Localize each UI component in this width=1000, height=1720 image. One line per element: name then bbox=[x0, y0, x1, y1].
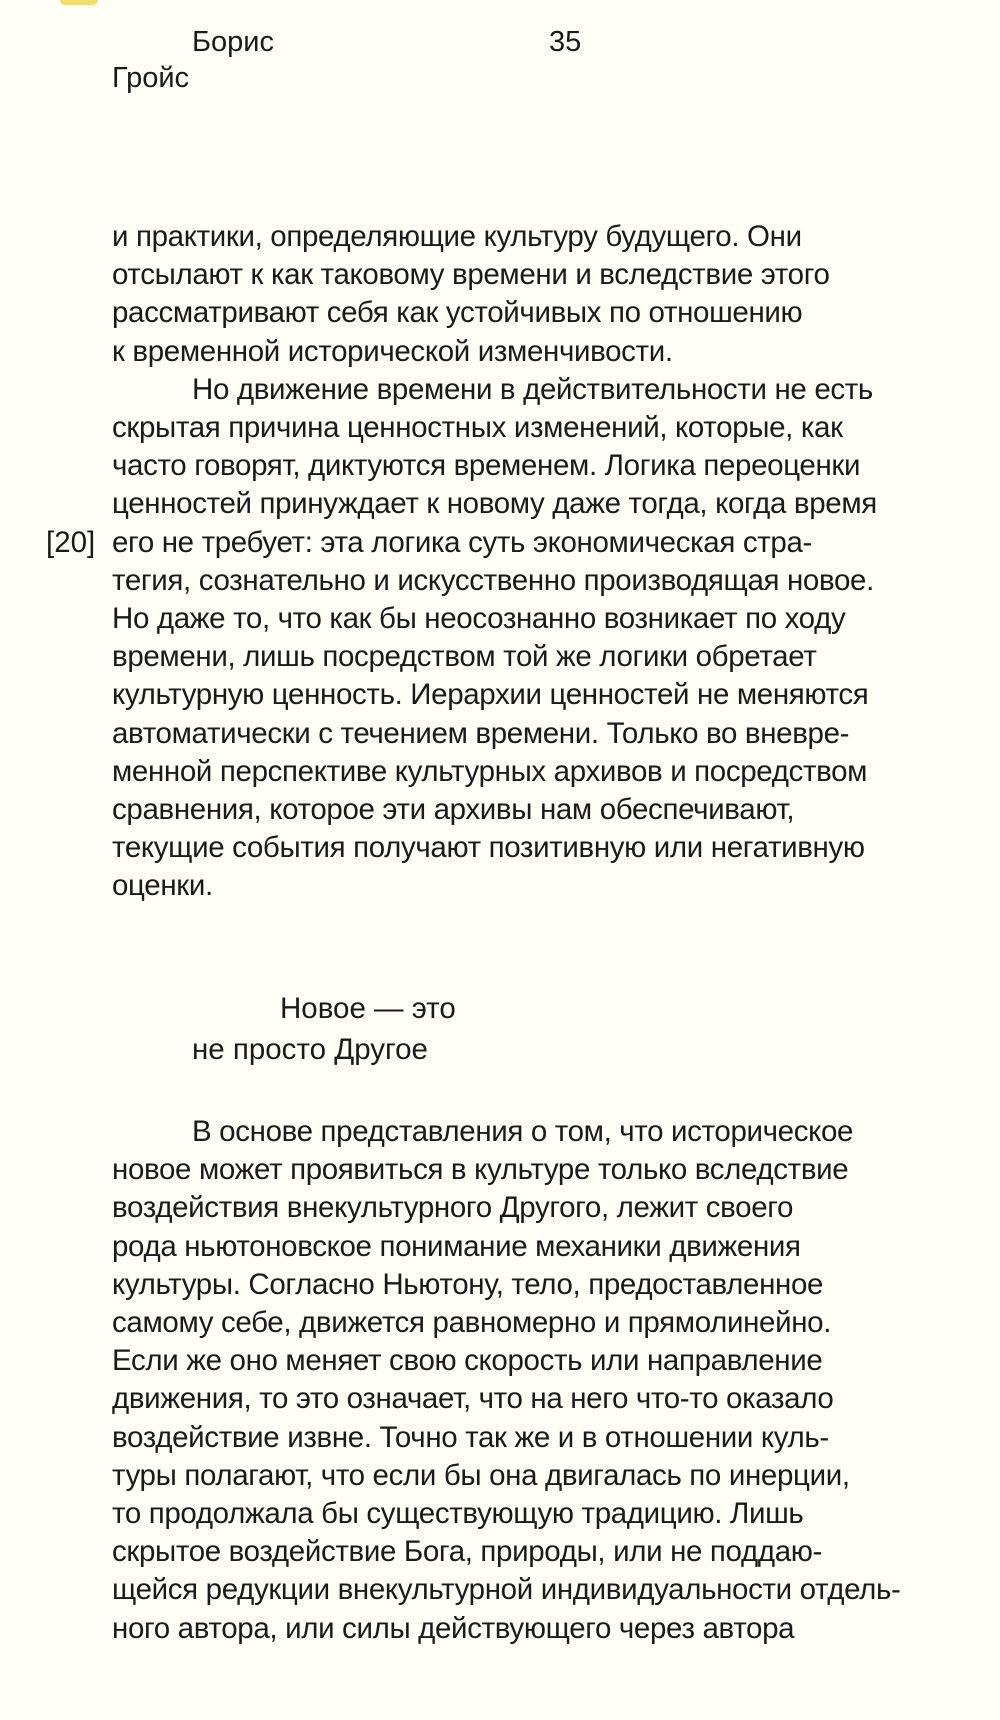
page-corner-tab bbox=[60, 0, 98, 5]
text-line: новое может проявиться в культуре только вследствие bbox=[112, 1153, 849, 1187]
text-line: рода ньютоновское понимание механики движения bbox=[112, 1229, 801, 1263]
text-line: туры полагают, что если бы она двигалась по инерции, bbox=[112, 1458, 850, 1492]
margin-page-reference: [20] bbox=[46, 526, 96, 559]
text-line: сравнения, которое эти архивы нам обеспечивают, bbox=[112, 793, 795, 827]
text-line: отсылают к как таковому времени и вследствие этого bbox=[112, 258, 830, 292]
text-line: Но даже то, что как бы неосознанно возникает по ходу bbox=[112, 602, 846, 636]
author-last-name: Гройс bbox=[112, 62, 190, 94]
text-line: и практики, определяющие культуру будущего. Они bbox=[112, 220, 802, 253]
text-line: скрытое воздействие Бога, природы, или не поддаю- bbox=[112, 1535, 822, 1569]
text-line: тегия, сознательно и искусственно производящая новое. bbox=[112, 563, 874, 597]
text-line: движения, то это означает, что на него что-то оказало bbox=[112, 1382, 834, 1416]
section-heading-line-2: не просто Другое bbox=[192, 1033, 428, 1066]
text-line: оценки. bbox=[112, 869, 213, 903]
body-text-block-1 bbox=[112, 218, 940, 906]
section-heading bbox=[192, 988, 592, 1070]
text-line: к временной исторической изменчивости. bbox=[112, 334, 673, 368]
text-line: щейся редукции внекультурной индивидуальности отдель- bbox=[112, 1573, 901, 1607]
text-line: воздействия внекультурного Другого, лежит своего bbox=[112, 1191, 794, 1225]
text-line: культуры. Согласно Ньютону, тело, предоставленное bbox=[112, 1267, 824, 1301]
text-line: текущие события получают позитивную или негативную bbox=[112, 831, 865, 865]
running-head-author bbox=[112, 24, 312, 96]
text-line: его не требует: эта логика суть экономическая стра- bbox=[112, 525, 812, 559]
text-line: времени, лишь посредством той же логики обретает bbox=[112, 640, 817, 674]
text-line: Если же оно меняет свою скорость или направление bbox=[112, 1344, 823, 1378]
text-line: часто говорят, диктуются временем. Логика переоценки bbox=[112, 449, 861, 483]
text-line: ного автора, или силы действующего через автора bbox=[112, 1611, 795, 1645]
section-heading-line-1: Новое — это bbox=[280, 992, 456, 1025]
page-number: 35 bbox=[549, 26, 582, 58]
text-line: ценностей принуждает к новому даже тогда, когда время bbox=[112, 487, 877, 521]
text-line: рассматривают себя как устойчивых по отношению bbox=[112, 296, 803, 330]
text-line: скрытая причина ценностных изменений, которые, как bbox=[112, 411, 843, 445]
text-line: менной перспективе культурных архивов и посредством bbox=[112, 754, 868, 788]
text-line: самому себе, движется равномерно и прямолинейно. bbox=[112, 1306, 832, 1340]
author-first-name: Борис bbox=[192, 26, 274, 58]
text-line: воздействие извне. Точно так же и в отношении куль- bbox=[112, 1420, 829, 1454]
body-text-block-2 bbox=[112, 1113, 940, 1648]
text-line: то продолжала бы существующую традицию. Лишь bbox=[112, 1497, 804, 1531]
text-line: В основе представления о том, что историческое bbox=[192, 1115, 854, 1148]
text-line: Но движение времени в действительности не есть bbox=[192, 372, 873, 406]
text-line: автоматически с течением времени. Только во вневре- bbox=[112, 716, 850, 750]
text-line: культурную ценность. Иерархии ценностей не меняются bbox=[112, 678, 869, 712]
